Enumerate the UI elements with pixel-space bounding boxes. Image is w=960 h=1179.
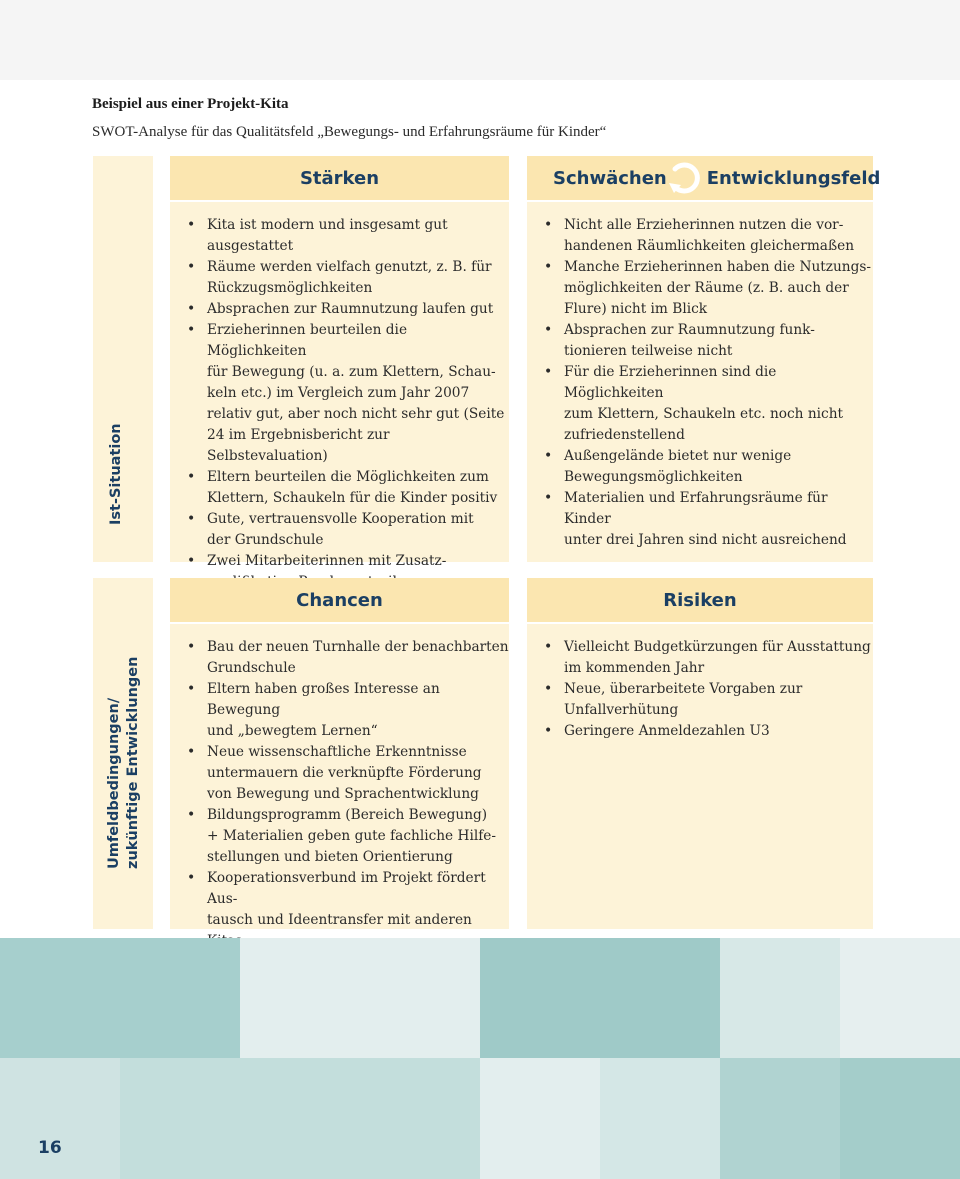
sidebar-environment: [93, 578, 153, 929]
mosaic-tile: [0, 938, 240, 1058]
list-item: • Gute, vertrauensvolle Kooperation mit der Grundschule: [170, 509, 509, 551]
mosaic-tile: [120, 1058, 480, 1179]
opportunities-title: Chancen: [296, 589, 383, 611]
mosaic-tile: [600, 1058, 720, 1179]
side-label-ist-situation: Ist-Situation: [108, 423, 124, 525]
strengths-header: [170, 156, 509, 200]
mosaic-tile: [480, 938, 720, 1058]
list-item: • Materialien und Erfahrungsräume für Kinder unter drei Jahren sind nicht ausreichend: [527, 488, 873, 551]
list-item: • Bildungsprogramm (Bereich Bewegung) + Materialien geben gute fachliche Hilfe- stellungen und bieten Orientierung: [170, 805, 509, 868]
list-item: • Absprachen zur Raumnutzung funk- tionieren teilweise nicht: [527, 320, 873, 362]
risks-title: Risiken: [663, 589, 737, 611]
opportunities-list: [170, 624, 509, 973]
mosaic-tile: [720, 938, 840, 1058]
list-item: • Außengelände bietet nur wenige Bewegungsmöglichkeiten: [527, 446, 873, 488]
list-item: • Erzieherinnen beurteilen die Möglichkeiten für Bewegung (u. a. zum Klettern, Schau- keln etc.) im Vergleich zum Jahr 2007 relativ gut, aber noch nicht sehr gut (Seite 24 im Ergebnisbericht zur Selbstevaluation): [170, 320, 509, 467]
risks-panel: [527, 624, 873, 929]
side-label-environment: [105, 657, 143, 869]
mosaic-tile: [240, 938, 480, 1058]
risks-list: [527, 624, 873, 742]
risks-header: [527, 578, 873, 622]
page-heading: Beispiel aus einer Projekt-Kita: [92, 96, 289, 112]
opportunities-header: [170, 578, 509, 622]
weaknesses-header: [527, 156, 881, 200]
list-item: • Eltern haben großes Interesse an Bewegung und „bewegtem Lernen“: [170, 679, 509, 742]
strengths-list: [170, 202, 509, 593]
top-band: [0, 0, 960, 80]
list-item: • Neue, überarbeitete Vorgaben zur Unfallverhütung: [527, 679, 873, 721]
decorative-tile-mosaic: [0, 938, 960, 1179]
side-label-environment-line2: zukünftige Entwicklungen: [125, 656, 141, 869]
opportunities-panel: [170, 624, 509, 929]
sidebar-ist-situation: [93, 156, 153, 562]
weaknesses-list: [527, 202, 873, 551]
page-subheading: SWOT-Analyse für das Qualitätsfeld „Bewegungs- und Erfahrungsräume für Kinder“: [92, 124, 607, 140]
list-item: • Für die Erzieherinnen sind die Möglichkeiten zum Klettern, Schaukeln etc. noch nicht zufriedenstellend: [527, 362, 873, 446]
strengths-panel: [170, 202, 509, 569]
list-item: • Manche Erzieherinnen haben die Nutzungs- möglichkeiten der Räume (z. B. auch der Flure) nicht im Blick: [527, 257, 873, 320]
list-item: • Zwei Mitarbeiterinnen mit Zusatz-: [170, 551, 509, 593]
list-item: • Geringere Anmeldezahlen U3: [527, 721, 873, 742]
mosaic-tile: [840, 1058, 960, 1179]
mosaic-tile: [480, 1058, 600, 1179]
circular-arrow-icon: [667, 158, 707, 198]
list-item: • Kita ist modern und insgesamt gut ausgestattet: [170, 215, 509, 257]
mosaic-tile: [840, 938, 960, 1058]
list-item: • Absprachen zur Raumnutzung laufen gut: [170, 299, 509, 320]
weaknesses-panel: [527, 202, 873, 562]
mosaic-tile: [720, 1058, 840, 1179]
list-item: • Kooperationsverbund im Projekt fördert Aus- tausch und Ideentransfer mit anderen: [170, 868, 509, 952]
list-item: • Nicht alle Erzieherinnen nutzen die vor- handenen Räumlichkeiten gleichermaßen: [527, 215, 873, 257]
list-item: • Vielleicht Budgetkürzungen für Ausstattung im kommenden Jahr: [527, 637, 873, 679]
weaknesses-title: Schwächen: [553, 167, 667, 189]
page-number: 16: [38, 1138, 62, 1158]
list-item: • Neue wissenschaftliche Erkenntnisse untermauern die verknüpfte Förderung von Bewegung und Sprachentwicklung: [170, 742, 509, 805]
list-item: • Eltern beurteilen die Möglichkeiten zum Klettern, Schaukeln für die Kinder positiv: [170, 467, 509, 509]
list-item: • Räume werden vielfach genutzt, z. B. für Rückzugsmöglichkeiten: [170, 257, 509, 299]
side-label-environment-line1: Umfeldbedingungen/: [106, 697, 122, 869]
list-item: • Bau der neuen Turnhalle der benachbarten Grundschule: [170, 637, 509, 679]
development-field-title: Entwicklungsfeld: [706, 167, 881, 189]
mosaic-tile: [0, 1058, 120, 1179]
strengths-title: Stärken: [299, 167, 380, 189]
